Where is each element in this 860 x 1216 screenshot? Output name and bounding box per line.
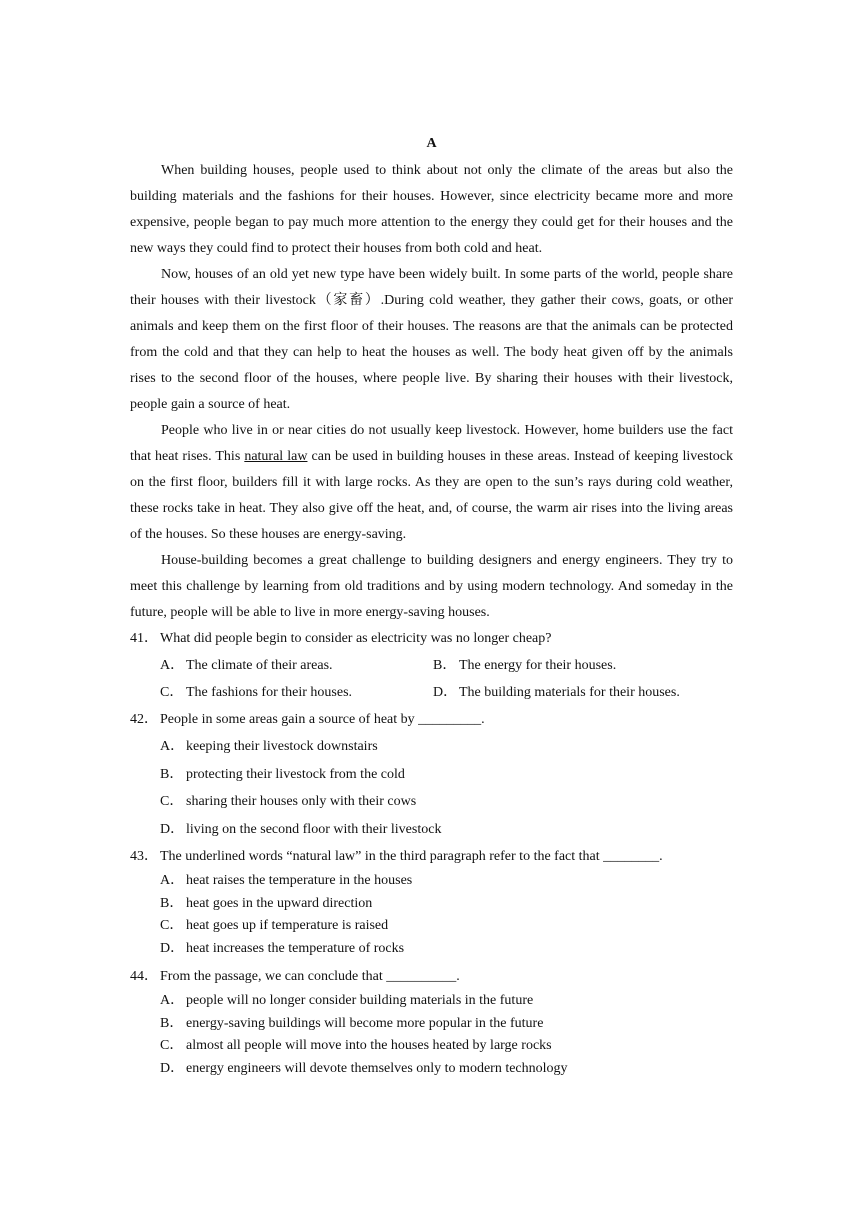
question-41: [130, 626, 733, 652]
underlined-natural-law: natural law: [244, 449, 308, 464]
option-b[interactable]: [433, 653, 733, 679]
option-d[interactable]: [160, 938, 733, 961]
passage-heading: A: [426, 136, 437, 151]
option-text: energy-saving buildings will become more popular in the future: [186, 1015, 544, 1031]
option-a[interactable]: [160, 990, 733, 1013]
option-text: protecting their livestock from the cold: [186, 766, 405, 782]
option-text: heat increases the temperature of rocks: [186, 940, 405, 956]
option-b[interactable]: [160, 1013, 733, 1036]
option-text: people will no longer consider building materials in the future: [186, 993, 534, 1008]
paragraph-3-end: can be used in building houses in these areas. Instead of keeping livestock on the first floor, builders fill it with large rocks. As they are open to the sun’s rays during cold weather, these rocks take in heat. They also give off the heat, and, of course, the warm air rises into the living areas of the houses. So these houses are energy-saving.: [130, 449, 733, 542]
question-number: 41．: [130, 631, 158, 646]
question-text: From the passage, we can conclude that __________.: [160, 969, 460, 984]
option-d[interactable]: [160, 1058, 733, 1081]
question-42: [130, 707, 733, 733]
option-text: heat goes up if temperature is raised: [186, 918, 389, 933]
option-letter: B．: [160, 895, 184, 911]
paragraph-3: [130, 418, 733, 548]
document-page: [130, 134, 733, 1080]
option-text: The building materials for their houses.: [459, 685, 680, 700]
option-text: heat goes in the upward direction: [186, 895, 373, 911]
option-letter: B．: [160, 1015, 184, 1031]
question-number: 43．: [130, 849, 158, 864]
option-letter: C．: [160, 918, 184, 933]
option-text: keeping their livestock downstairs: [186, 739, 378, 754]
question-44-options: [130, 990, 733, 1080]
question-text: People in some areas gain a source of heat by _________.: [160, 712, 485, 727]
option-letter: A．: [160, 658, 185, 673]
option-text: almost all people will move into the houses heated by large rocks: [186, 1038, 552, 1053]
option-letter: C．: [160, 1038, 184, 1053]
paragraph-3-start: People who live in or near cities do not usually keep livestock. However, home builders use the fact that heat rises. This: [130, 423, 733, 464]
option-a[interactable]: [160, 733, 733, 761]
option-letter: C．: [160, 685, 184, 700]
option-text: The climate of their areas.: [186, 658, 333, 673]
option-text: The fashions for their houses.: [186, 685, 353, 700]
option-d[interactable]: [160, 816, 733, 844]
option-letter: A．: [160, 873, 185, 888]
option-text: The energy for their houses.: [459, 658, 617, 673]
question-number: 44．: [130, 969, 158, 984]
question-42-options: [130, 733, 733, 843]
option-d[interactable]: [433, 680, 733, 706]
option-letter: D．: [433, 685, 458, 700]
question-text: What did people begin to consider as electricity was no longer cheap?: [160, 631, 552, 646]
option-c[interactable]: [160, 915, 733, 938]
option-a[interactable]: [160, 870, 733, 893]
paragraph-4: House-building becomes a great challenge to building designers and energy engineers. They try to meet this challenge by learning from old traditions and by using modern technology. And someday in the future, people will be able to live in more energy-saving houses.: [130, 553, 733, 620]
option-c[interactable]: [160, 788, 733, 816]
question-44: [130, 964, 733, 990]
option-b[interactable]: [160, 761, 733, 789]
option-text: living on the second floor with their livestock: [186, 821, 442, 837]
question-41-options: [130, 653, 733, 706]
option-letter: C．: [160, 794, 184, 809]
option-letter: D．: [160, 1060, 185, 1076]
option-text: energy engineers will devote themselves only to modern technology: [186, 1060, 568, 1076]
option-b[interactable]: [160, 893, 733, 916]
paragraph-2: Now, houses of an old yet new type have been widely built. In some parts of the world, people share their houses with their livestock（家畜）.During cold weather, they gather their cows, goats, or other animals and keep them on the first floor of their houses. The reasons are that the animals can be protected from the cold and that they can help to heat the houses as well. The body heat given off by the animals rises to the second floor of the houses, where people live. By sharing their houses with their livestock, people gain a source of heat.: [130, 267, 733, 412]
option-letter: B．: [433, 658, 457, 673]
option-letter: D．: [160, 940, 185, 956]
option-text: heat raises the temperature in the houses: [186, 873, 413, 888]
option-c[interactable]: [160, 680, 433, 706]
option-letter: B．: [160, 766, 184, 782]
option-text: sharing their houses only with their cows: [186, 794, 417, 809]
option-letter: A．: [160, 993, 185, 1008]
question-43: [130, 843, 733, 870]
question-number: 42．: [130, 712, 158, 727]
option-a[interactable]: [160, 653, 433, 679]
question-43-options: [130, 870, 733, 960]
paragraph-1: When building houses, people used to think about not only the climate of the areas but also the building materials and the fashions for their houses. However, since electricity became more and more expensive, people began to pay much more attention to the energy they could get for their houses and the new ways they could find to protect their houses from both cold and heat.: [130, 163, 733, 256]
option-letter: D．: [160, 821, 185, 837]
option-c[interactable]: [160, 1035, 733, 1058]
option-letter: A．: [160, 739, 185, 754]
question-text: The underlined words “natural law” in the third paragraph refer to the fact that ________.: [160, 849, 663, 864]
